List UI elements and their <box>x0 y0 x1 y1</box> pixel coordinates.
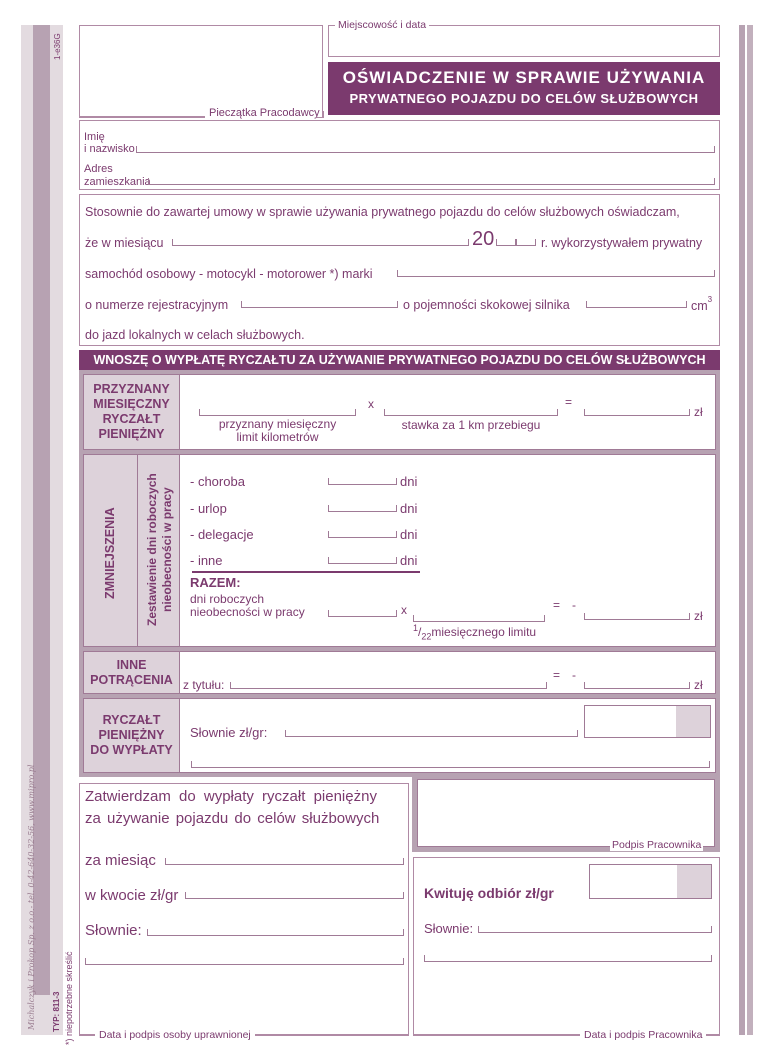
fraction-den: 22 <box>421 631 432 642</box>
reduction-item-label: - choroba <box>190 474 245 489</box>
engine-capacity-field[interactable] <box>586 301 687 308</box>
footnote: *) niepotrzebne skreślić <box>64 951 74 1045</box>
registration-label: o numerze rejestracyjnym <box>85 298 229 312</box>
statement-line2-suffix: r. wykorzystywałem prywatny <box>541 236 703 250</box>
engine-label: o pojemności skokowej silnika <box>403 298 570 312</box>
total-desc-1: dni roboczych <box>190 592 265 606</box>
brand-field[interactable] <box>397 270 715 277</box>
employer-stamp-box[interactable] <box>79 25 323 117</box>
granted-label <box>84 375 180 449</box>
deduction-title-field[interactable] <box>230 682 547 689</box>
payout-label-line: DO WYPŁATY <box>90 743 173 757</box>
form-title <box>328 62 720 115</box>
km-limit-caption <box>199 418 356 444</box>
month-field[interactable] <box>172 239 469 246</box>
reduction-item-unit: dni <box>400 501 418 516</box>
times-sign: x <box>401 603 407 617</box>
equals-sign: = <box>565 395 573 409</box>
place-date-label: Miejscowość i data <box>335 19 429 31</box>
reduction-item-unit: dni <box>400 527 418 542</box>
receipt-amount-cents[interactable] <box>677 865 711 898</box>
reduction-item-field[interactable] <box>328 478 397 485</box>
reduction-item-label: - urlop <box>190 501 227 516</box>
rate-field[interactable] <box>384 409 558 416</box>
approval-amount-label: w kwocie zł/gr <box>85 887 179 904</box>
granted-label-line: PRZYZNANY <box>93 382 170 396</box>
equals-sign: = <box>553 668 561 682</box>
address-label-1: Adres <box>84 163 113 175</box>
absence-summary-label-2: nieobecności w pracy <box>160 487 174 612</box>
approval-words-field[interactable] <box>147 929 404 936</box>
reduction-item-label: - inne <box>190 553 223 568</box>
fraction-slash: / <box>418 625 422 639</box>
payout-amount-box[interactable] <box>584 705 711 738</box>
total-desc-2: nieobecności w pracy <box>190 605 305 619</box>
payout-words-label: Słownie zł/gr: <box>190 725 268 740</box>
approval-words-field-2[interactable] <box>85 958 404 965</box>
engine-unit <box>691 295 713 314</box>
approval-line1: Zatwierdzam do wypłaty ryczałt pieniężny <box>85 788 377 805</box>
currency: zł <box>694 405 703 419</box>
total-label: RAZEM: <box>190 575 241 590</box>
approval-words-label: Słownie: <box>85 922 142 939</box>
receipt-amount-box[interactable] <box>589 864 712 899</box>
request-banner: WNOSZĘ O WYPŁATĘ RYCZAŁTU ZA UŻYWANIE PRYWATNEGO POJAZDU DO CELÓW SŁUŻBOWYCH <box>79 350 720 370</box>
form-title-line1: OŚWIADCZENIE W SPRAWIE UŻYWANIA <box>342 68 706 87</box>
km-limit-field[interactable] <box>199 409 356 416</box>
form-code: 1-e36G <box>53 33 62 60</box>
approval-month-label: za miesiąc <box>85 852 156 869</box>
fraction-caption-text: miesięcznego limitu <box>431 625 537 639</box>
absence-days-field[interactable] <box>328 610 397 617</box>
receipt-words-field-2[interactable] <box>424 955 712 962</box>
absence-summary-label-1: Zestawienie dni roboczych <box>145 473 159 626</box>
form-title-line2: PRYWATNEGO POJAZDU DO CELÓW SŁUŻBOWYCH <box>349 91 699 106</box>
employee-signature-label: Podpis Pracownika <box>612 839 702 851</box>
payout-label-line: RYCZAŁT <box>102 713 161 727</box>
right-margin-stripe-2 <box>747 25 753 1035</box>
stamp-bottom-line-end <box>317 111 324 118</box>
year-digit-1-field[interactable] <box>496 239 516 246</box>
name-label-1: Imię <box>84 131 105 143</box>
granted-total-field[interactable] <box>584 409 690 416</box>
reductions-label: ZMNIEJSZENIA <box>103 507 117 599</box>
type-code: TYP: 811-3 <box>52 991 61 1032</box>
name-field[interactable] <box>136 146 715 153</box>
receipt-words-field[interactable] <box>478 926 712 933</box>
right-margin-stripe <box>739 25 745 1035</box>
granted-label-line: MIESIĘCZNY <box>93 397 170 411</box>
registration-field[interactable] <box>241 301 398 308</box>
approval-month-field[interactable] <box>165 858 404 865</box>
granted-label-line: RYCZAŁT <box>102 412 161 426</box>
minus-sign: - <box>572 598 576 612</box>
total-divider <box>192 571 420 573</box>
currency: zł <box>694 678 703 692</box>
times-sign: x <box>368 397 374 411</box>
stamp-label: Pieczątka Pracodawcy <box>209 107 320 119</box>
approval-amount-field[interactable] <box>185 892 404 899</box>
other-deductions-label-line: INNE <box>116 657 147 672</box>
receipt-title: Kwituję odbiór zł/gr <box>424 885 554 901</box>
fraction-num: 1 <box>413 623 419 633</box>
name-label-2: i nazwisko <box>84 143 135 155</box>
reduction-total-field[interactable] <box>584 613 690 620</box>
approval-signature-label: Data i podpis osoby uprawnionej <box>95 1029 255 1041</box>
reduction-item-unit: dni <box>400 553 418 568</box>
fraction-caption <box>413 623 536 641</box>
currency: zł <box>694 609 703 623</box>
year-prefix: 20 <box>472 228 495 250</box>
approval-line2: za używanie pojazdu do celów służbowych <box>85 810 380 827</box>
granted-label-line: PIENIĘŻNY <box>98 427 165 441</box>
address-field[interactable] <box>148 178 715 185</box>
statement-line5: do jazd lokalnych w celach służbowych. <box>85 328 305 342</box>
receipt-signature-label: Data i podpis Pracownika <box>580 1029 706 1041</box>
km-limit-caption-2: limit kilometrów <box>236 430 319 444</box>
year-digit-2-field[interactable] <box>516 239 536 246</box>
deduction-amount-field[interactable] <box>584 682 690 689</box>
reduction-item-field[interactable] <box>328 505 397 512</box>
km-limit-caption-1: przyznany miesięczny <box>218 417 337 431</box>
publisher-info: Michalczyk i Prokop Sp. z o.o.- tel. 0-42-640-32-56, www.mipro.pl <box>27 764 36 1030</box>
employee-signature-box[interactable] <box>417 779 715 847</box>
payout-words-field[interactable] <box>285 730 578 737</box>
daily-limit-field[interactable] <box>413 615 545 622</box>
payout-words-field-2[interactable] <box>191 761 710 768</box>
deduction-title-label: z tytułu: <box>183 678 225 692</box>
payout-label <box>84 699 180 772</box>
vehicle-text: samochód osobowy - motocykl - motorower *) marki <box>85 267 373 281</box>
reduction-item-unit: dni <box>400 474 418 489</box>
statement-line1: Stosownie do zawartej umowy w sprawie używania prywatnego pojazdu do celów służbowych oświadczam, <box>85 205 680 219</box>
other-deductions-label-line: POTRĄCENIA <box>90 672 173 687</box>
receipt-words-label: Słownie: <box>424 921 474 936</box>
address-label-2: zamieszkania <box>84 176 151 188</box>
payout-amount-cents[interactable] <box>676 706 710 737</box>
reduction-item-label: - delegacje <box>190 527 254 542</box>
reduction-item-field[interactable] <box>328 557 397 564</box>
rate-caption: stawka za 1 km przebiegu <box>401 418 541 432</box>
stamp-bottom-line <box>79 116 205 118</box>
payout-label-line: PIENIĘŻNY <box>98 728 165 742</box>
month-prefix: że w miesiącu <box>85 236 164 250</box>
other-deductions-label <box>84 652 180 693</box>
reduction-item-field[interactable] <box>328 531 397 538</box>
engine-unit-sup: 3 <box>707 295 713 304</box>
minus-sign: - <box>572 668 576 682</box>
equals-sign: = <box>553 598 561 612</box>
engine-unit-text: cm <box>691 299 708 314</box>
